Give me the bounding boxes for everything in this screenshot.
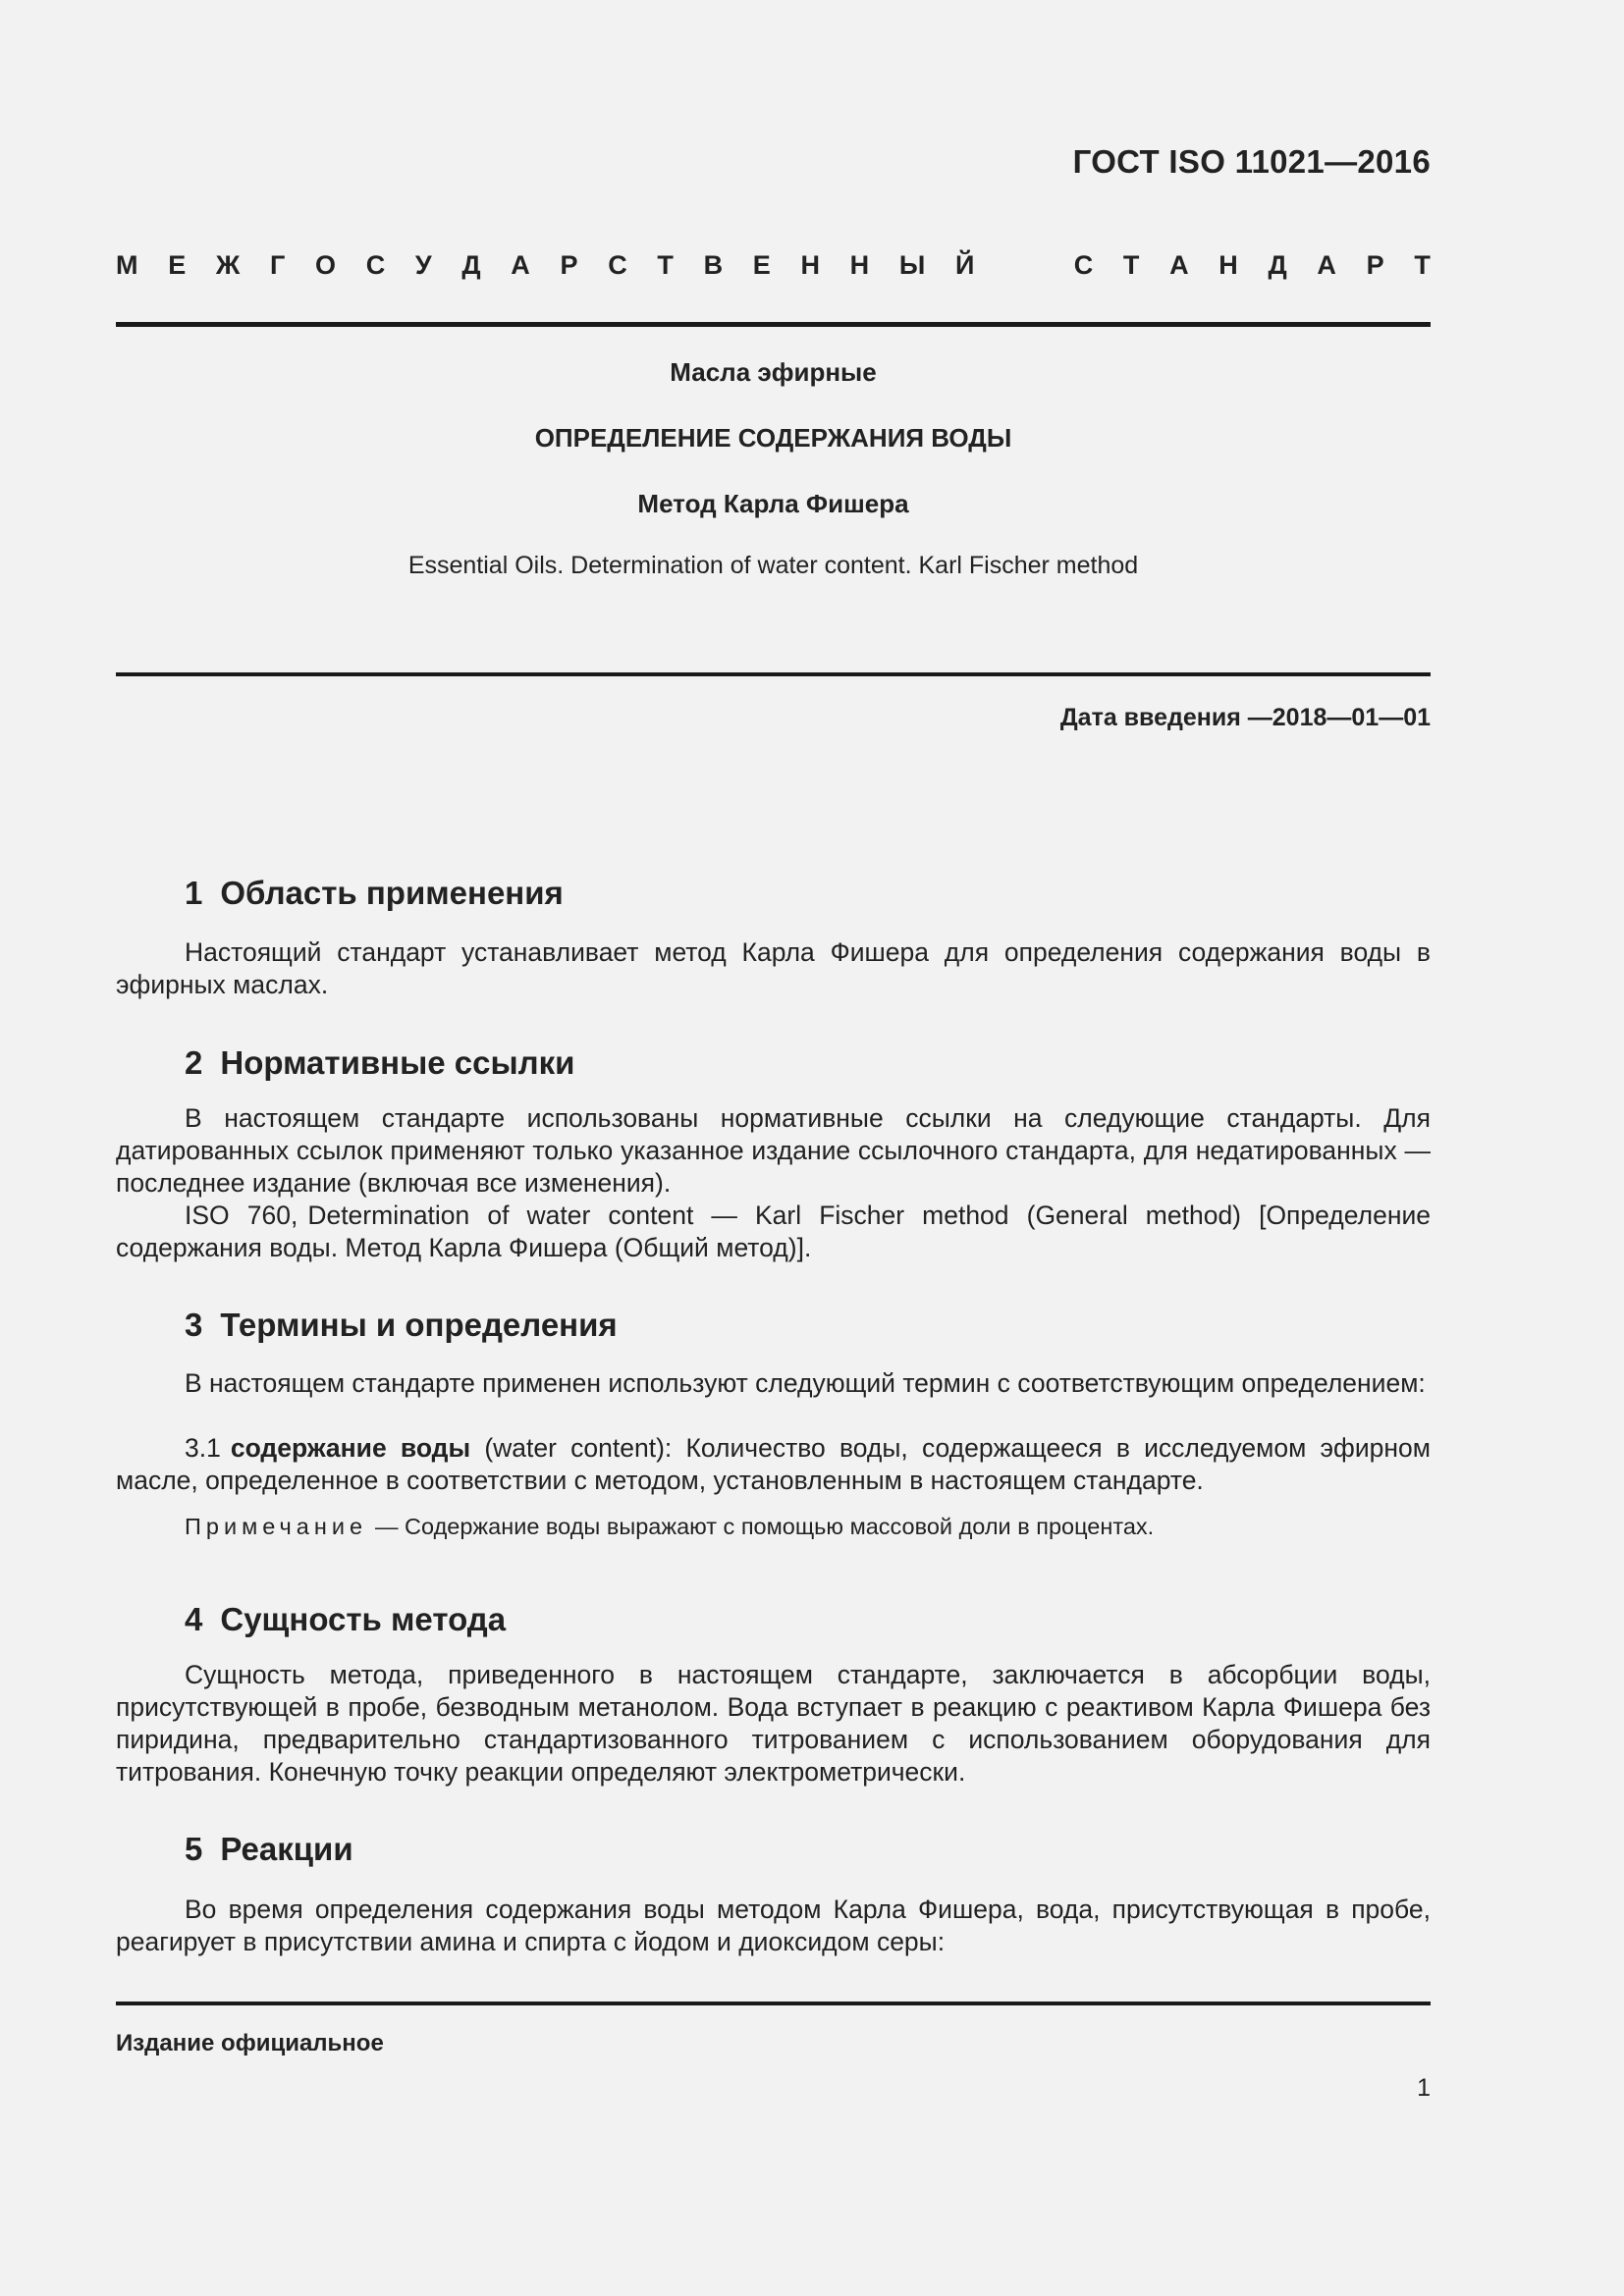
section-4-heading	[185, 1601, 506, 1638]
section-title: Нормативные ссылки	[220, 1044, 575, 1081]
note-label: Примечание	[185, 1514, 368, 1539]
section-2-paragraph-1: В настоящем стандарте использованы нормативные ссылки на следующие стандарты. Для датированных ссылок применяют только указанное издание ссылочного стандарта, для недатированных — последнее издание (включая все изменения).	[116, 1103, 1431, 1198]
page-number: 1	[1417, 2074, 1431, 2102]
introduction-date: Дата введения —2018—01—01	[1059, 704, 1431, 731]
standard-designation: ГОСТ ISO 11021—2016	[1072, 143, 1431, 180]
banner-letter: О	[314, 249, 336, 280]
term: содержание воды	[230, 1433, 471, 1463]
banner-letter: Д	[461, 249, 481, 280]
note-text: — Содержание воды выражают с помощью массовой доли в процентах.	[375, 1514, 1155, 1539]
top-rule	[116, 322, 1431, 327]
banner-letter: А	[1317, 249, 1336, 280]
section-number: 3	[185, 1307, 203, 1343]
section-title: Область применения	[220, 875, 564, 911]
section-title: Сущность метода	[220, 1601, 507, 1637]
banner-letter: Й	[954, 249, 975, 280]
section-number: 4	[185, 1601, 203, 1637]
banner-letter: С	[608, 249, 627, 280]
section-5-paragraph: Во время определения содержания воды методом Карла Фишера, вода, присутствующая в пробе, реагирует в присутствии амина и спирта с йодом и диоксидом серы:	[116, 1895, 1431, 1956]
banner-letter: Н	[849, 249, 870, 280]
banner-letter: А	[1169, 249, 1189, 280]
section-title: Термины и определения	[220, 1307, 618, 1343]
banner-letter: Г	[269, 249, 286, 280]
title-line-1: Масла эфирные	[670, 357, 877, 387]
section-4-paragraph: Сущность метода, приведенного в настоящем стандарте, заключается в абсорбции воды, присутствующей в пробе, безводным метанолом. Вода вступает в реакцию с реактивом Карла Фишера без пиридина, предварительно стандартизованного титрованием с использованием оборудования для титрования. Конечную точку реакции определяют электрометрически.	[116, 1660, 1431, 1787]
title-line-3: Метод Карла Фишера	[637, 489, 909, 518]
interstate-standard-banner	[116, 245, 1431, 285]
reference-title: Determination of water content — Karl Fischer method (General method) [Определение содержания воды. Метод Карла Фишера (Общий метод)].	[116, 1201, 1431, 1262]
section-1-heading	[185, 875, 564, 912]
section-2-heading	[185, 1044, 574, 1082]
banner-letter: Т	[1122, 249, 1140, 280]
footer-rule	[116, 2002, 1431, 2005]
banner-letter: Р	[560, 249, 578, 280]
section-3-paragraph: В настоящем стандарте применен используют следующий термин с соответствующим определением:	[185, 1368, 1426, 1398]
section-number: 1	[185, 875, 203, 911]
banner-letter: У	[414, 249, 432, 280]
banner-letter: М	[116, 249, 138, 280]
banner-letter: С	[1073, 249, 1094, 280]
official-edition-label: Издание официальное	[116, 2030, 384, 2056]
banner-letter: С	[365, 249, 386, 280]
term-number: 3.1	[185, 1433, 221, 1463]
banner-letter: В	[703, 249, 724, 280]
banner-letter: Т	[657, 249, 674, 280]
banner-letter: Ж	[215, 249, 241, 280]
title-bottom-rule	[116, 672, 1431, 676]
english-title: Essential Oils. Determination of water content. Karl Fischer method	[407, 552, 1139, 579]
banner-letter: Н	[1218, 249, 1238, 280]
note	[185, 1514, 1154, 1540]
banner-letter: Т	[1414, 249, 1431, 280]
section-number: 5	[185, 1831, 203, 1867]
banner-letter: Р	[1366, 249, 1384, 280]
section-number: 2	[185, 1044, 203, 1081]
banner-letter: А	[511, 249, 530, 280]
banner-letter: Е	[168, 249, 187, 280]
reference-designation: ISO 760,	[185, 1201, 298, 1230]
section-title: Реакции	[220, 1831, 353, 1867]
banner-letter: Д	[1268, 249, 1287, 280]
section-5-heading	[185, 1831, 353, 1868]
banner-letter: Е	[752, 249, 771, 280]
banner-letter: Ы	[898, 249, 926, 280]
section-1-paragraph: Настоящий стандарт устанавливает метод Карла Фишера для определения содержания воды в эфирных маслах.	[116, 937, 1431, 999]
term-definition	[116, 1432, 1431, 1497]
term-definition-text: (water content): Количество воды, содержащееся в исследуемом эфирном масле, определенное в соответствии с методом, установленным в настоящем стандарте.	[116, 1433, 1431, 1495]
section-3-heading	[185, 1307, 618, 1344]
section-2-reference	[116, 1200, 1431, 1264]
banner-letter: Н	[800, 249, 820, 280]
title-line-2: ОПРЕДЕЛЕНИЕ СОДЕРЖАНИЯ ВОДЫ	[534, 423, 1012, 453]
